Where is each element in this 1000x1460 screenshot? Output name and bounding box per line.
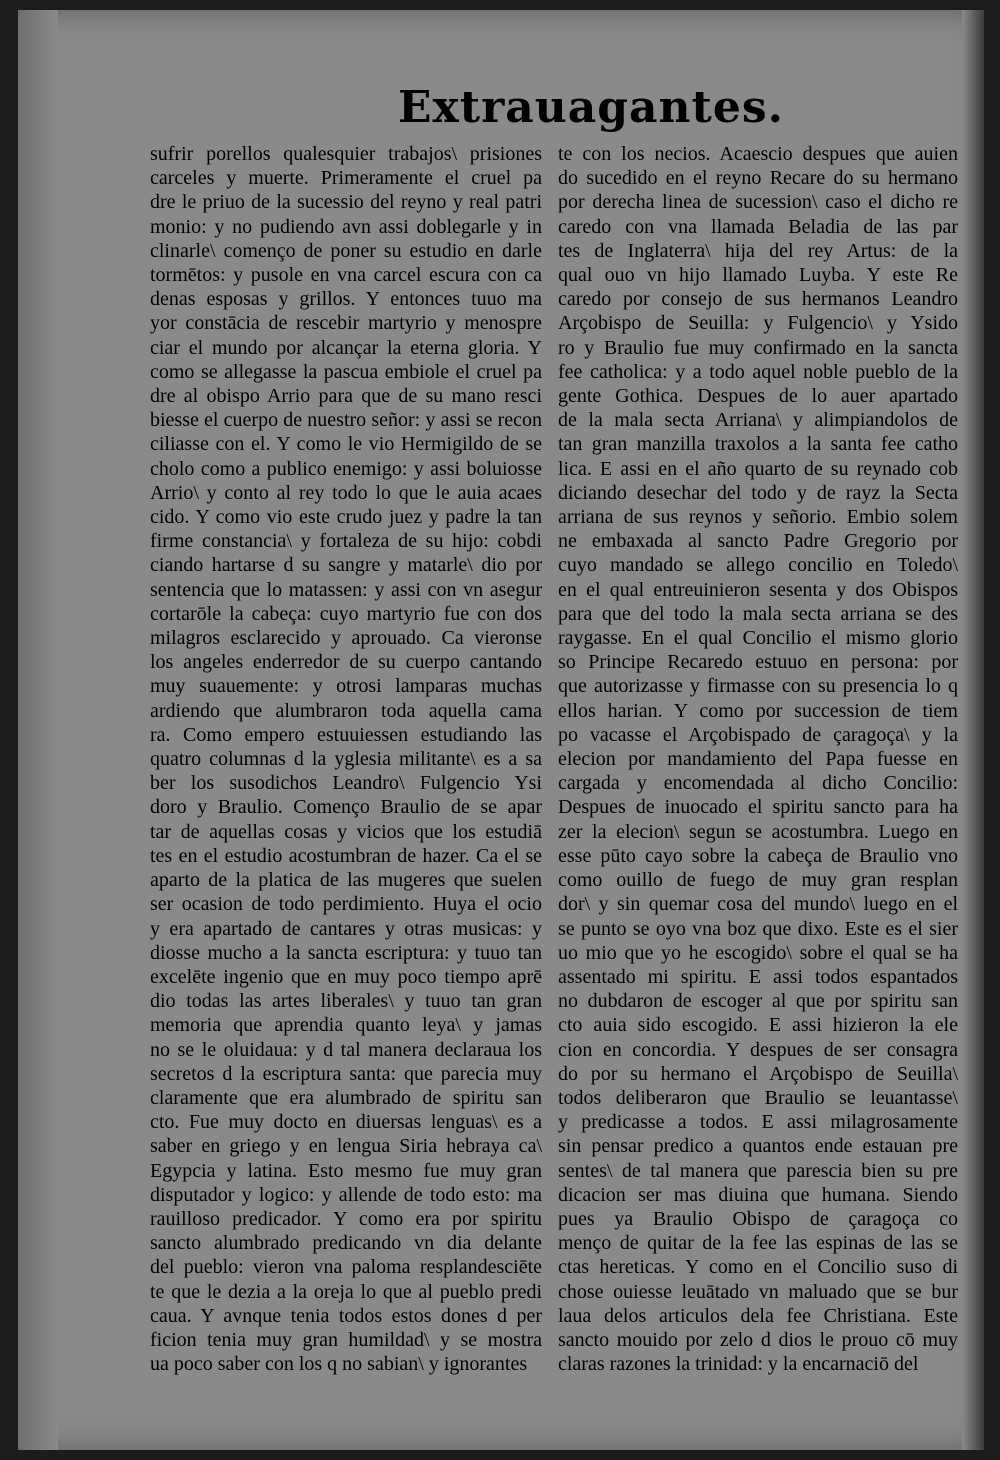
text-line: te con los necios. Acaescio despues que auien <box>558 143 958 165</box>
text-line: Despues de inuocado el spiritu sancto para ha <box>558 796 958 819</box>
text-line: disputador y logico: y allende de todo esto: ma <box>150 1183 542 1206</box>
text-line: dicacion ser mas diuina que humana. Siendo <box>558 1183 958 1206</box>
text-line: carceles y muerte. Primeramente el cruel pa <box>150 167 542 190</box>
text-line: y predicasse a todos. E assi milagrosamente <box>558 1111 958 1134</box>
text-line: sentencia que lo matassen: y assi con vn asegur <box>150 578 542 601</box>
text-line: dre le priuo de la sucessio del reyno y real patri <box>150 191 542 214</box>
text-line: tormētos: y pusole en vna carcel escura con ca <box>150 264 542 287</box>
text-line: arriana de sus reynos y señorio. Embio solem <box>558 506 958 529</box>
text-line: claramente que era alumbrado de spiritu san <box>150 1086 542 1109</box>
text-line: assentado mi spiritu. E assi todos espantados <box>558 965 958 988</box>
text-line: los angeles enderredor de su cuerpo cantando <box>150 651 542 674</box>
text-line: para que del todo la mala secta arriana se des <box>558 602 958 625</box>
running-head: Extrauagantes. <box>398 82 784 133</box>
text-line: ro y Braulio fue muy confirmado en la sancta <box>558 336 958 359</box>
text-line: zer la elecion\ segun se acostumbra. Luego en <box>558 820 958 843</box>
text-line: monio: y no pudiendo avn assi doblegarle y in <box>150 215 542 238</box>
text-line: se punto se oyo vna boz que dixo. Este es el sier <box>558 917 958 940</box>
text-line: ra. Como empero estuuiessen estudiando las <box>150 723 542 746</box>
text-line: firme constancia\ y fortaleza de su hijo: cobdi <box>150 530 542 553</box>
text-line: caredo con vna llamada Beladia de las par <box>558 215 958 238</box>
text-line: Arrio\ y conto al rey todo lo que le auia acaes <box>150 481 542 504</box>
text-line: sancto mouido por zelo d dios le prouo cō muy <box>558 1328 958 1351</box>
text-line: caua. Y avnque tenia todos estos dones d per <box>150 1304 542 1327</box>
text-line: memoria que aprendia quanto leya\ y jamas <box>150 1014 542 1037</box>
text-line: ciliasse con el. Y como le vio Hermigildo de se <box>150 433 542 456</box>
text-line: po vacasse el Arçobispado de çaragoça\ y la <box>558 723 958 746</box>
text-line: sentes\ de tal manera que parescia bien su pre <box>558 1159 958 1182</box>
text-line: y era apartado de cantares y otras musicas: y <box>150 917 542 940</box>
text-line: cortarōle la cabeça: cuyo martyrio fue con dos <box>150 602 542 625</box>
text-line: cion en concordia. Y despues de ser consagra <box>558 1038 958 1061</box>
text-line: por derecha linea de sucession\ caso el dicho re <box>558 191 958 214</box>
text-line: ctas hereticas. Y como en el Concilio suso di <box>558 1256 958 1279</box>
text-line: denas esposas y grillos. Y entonces tuuo ma <box>150 288 542 311</box>
text-line: muy suauemente: y otrosi lamparas muchas <box>150 675 542 698</box>
text-line: Egypcia y latina. Esto mesmo fue muy gran <box>150 1159 542 1182</box>
text-line: do por su hermano el Arçobispo de Seuilla\ <box>558 1062 958 1085</box>
page-shadow-right <box>962 10 984 1450</box>
text-line: uo mio que yo he escogido\ sobre el qual se ha <box>558 941 958 964</box>
text-line: so Principe Recaredo estuuo en persona: por <box>558 651 958 674</box>
text-line: tes en el estudio acostumbran de hazer. Ca el se <box>150 844 542 867</box>
text-line: ser ocasion de todo perdimiento. Huya el ocio <box>150 893 542 916</box>
text-line: aparto de la platica de las mugeres que suelen <box>150 869 542 892</box>
text-line: dre al obispo Arrio para que de su mano resci <box>150 385 542 408</box>
text-line: del pueblo: vieron vna paloma resplandesciēte <box>150 1256 542 1279</box>
text-line: en el qual entreuinieron sesenta y dos Obispos <box>558 578 958 601</box>
text-line: cto auia sido escogido. E assi hizieron la ele <box>558 1014 958 1037</box>
text-line: ardiendo que alumbraron toda aquella cama <box>150 699 542 722</box>
text-line: fee catholica: y a todo aquel noble pueblo de la <box>558 360 958 383</box>
text-line: claras razones la trinidad: y la encarnaciō del <box>558 1353 919 1376</box>
text-line: quatro columnas d la yglesia militante\ es a sa <box>150 748 542 771</box>
text-line: ficion tenia muy gran humildad\ y se mostra <box>150 1328 542 1351</box>
text-line: lica. E assi en el año quarto de su reynado cob <box>558 457 958 480</box>
text-line: te que le dezia a la oreja lo que al pueblo predi <box>150 1280 542 1303</box>
text-line: excelēte ingenio que en muy poco tiempo aprē <box>150 965 542 988</box>
text-line: laua delos articulos dela fee Christiana. Este <box>558 1304 958 1327</box>
text-line: gente Gothica. Despues de lo auer apartado <box>558 385 958 408</box>
text-line: que autorizasse y firmasse con su presencia lo q <box>558 675 958 698</box>
text-line: elecion por mandamiento del Papa fuesse en <box>558 748 958 771</box>
text-line: saber en griego y en lengua Siria hebraya ca\ <box>150 1135 542 1158</box>
text-line: qual ouo vn hijo llamado Luyba. Y este Re <box>558 264 958 287</box>
text-line: clinarle\ començo de poner su estudio en darle <box>150 239 542 262</box>
text-line: no se le oluidaua: y d tal manera declaraua los <box>150 1038 542 1061</box>
text-line: todos deliberaron que Braulio se leuantasse\ <box>558 1086 958 1109</box>
text-line: Arçobispo de Seuilla: y Fulgencio\ y Ysido <box>558 312 958 335</box>
text-line: ua poco saber con los q no sabian\ y ignorantes <box>150 1353 528 1376</box>
text-line: pues ya Braulio Obispo de çaragoça co <box>558 1207 958 1230</box>
left-text-column <box>150 142 542 1376</box>
text-line: cto. Fue muy docto en diuersas lenguas\ es a <box>150 1111 542 1134</box>
text-line: tan gran manzilla traxolos a la santa fee catho <box>558 433 958 456</box>
text-line: diosse mucho a la sancta escriptura: y tuuo tan <box>150 941 542 964</box>
text-line: como ouillo de fuego de muy gran resplan <box>558 869 958 892</box>
text-line: biesse el cuerpo de nuestro señor: y assi se recon <box>150 409 542 432</box>
text-line: cargada y encomendada al dicho Concilio: <box>558 772 958 795</box>
text-line: menço de quitar de la fee las espinas de las se <box>558 1232 958 1255</box>
text-line: do sucedido en el reyno Recare do su hermano <box>558 167 958 190</box>
text-line: tar de aquellas cosas y vicios que los estudiā <box>150 820 542 843</box>
text-line: sufrir porellos qualesquier trabajos\ prisiones <box>150 143 542 165</box>
text-line: ne embaxada al sancto Padre Gregorio por <box>558 530 958 553</box>
text-line: sin pensar predico a quantos ende estauan pre <box>558 1135 958 1158</box>
text-line: no dubdaron de escoger al que por spiritu san <box>558 990 958 1013</box>
text-line: dor\ y sin quemar cosa del mundo\ luego en el <box>558 893 958 916</box>
text-line: ellos harian. Y como por succession de tiem <box>558 699 958 722</box>
text-line: rauilloso predicador. Y como era por spiritu <box>150 1207 542 1230</box>
right-text-column <box>558 142 958 1376</box>
text-line: cido. Y como vio este crudo juez y padre la tan <box>150 506 542 529</box>
page-shadow-left <box>18 10 58 1450</box>
text-line: como se allegasse la pascua embiole el cruel pa <box>150 360 542 383</box>
text-line: dio todas las artes liberales\ y tuuo tan gran <box>150 990 542 1013</box>
text-line: cuyo mandado se allego concilio en Toledo\ <box>558 554 958 577</box>
text-line: de la mala secta Arriana\ y alimpiandolos de <box>558 409 958 432</box>
text-line: tes de Inglaterra\ hija del rey Artus: de la <box>558 239 958 262</box>
text-line: ciando hartarse d su sangre y matarle\ dio por <box>150 554 542 577</box>
text-line: diciando desechar del todo y de rayz la Secta <box>558 481 958 504</box>
text-line: secretos d la escriptura santa: que parecia muy <box>150 1062 542 1085</box>
text-line: yor constācia de rescebir martyrio y menospre <box>150 312 542 335</box>
text-line: ciar el mundo por alcançar la eterna gloria. Y <box>150 336 542 359</box>
text-line: caredo por consejo de sus hermanos Leandro <box>558 288 958 311</box>
book-page <box>18 10 984 1450</box>
text-line: chose ouiesse leuātado vn maluado que se bur <box>558 1280 958 1303</box>
text-line: ber los susodichos Leandro\ Fulgencio Ysi <box>150 772 542 795</box>
text-line: cholo como a publico enemigo: y assi boluiosse <box>150 457 542 480</box>
text-line: milagros esclarecido y aprouado. Ca vieronse <box>150 627 542 650</box>
text-line: doro y Braulio. Començo Braulio de se apar <box>150 796 542 819</box>
text-line: raygasse. En el qual Concilio el mismo glorio <box>558 627 958 650</box>
text-line: esse pūto cayo sobre la cabeça de Braulio vno <box>558 844 958 867</box>
text-line: sancto alumbrado predicando vn dia delante <box>150 1232 542 1255</box>
